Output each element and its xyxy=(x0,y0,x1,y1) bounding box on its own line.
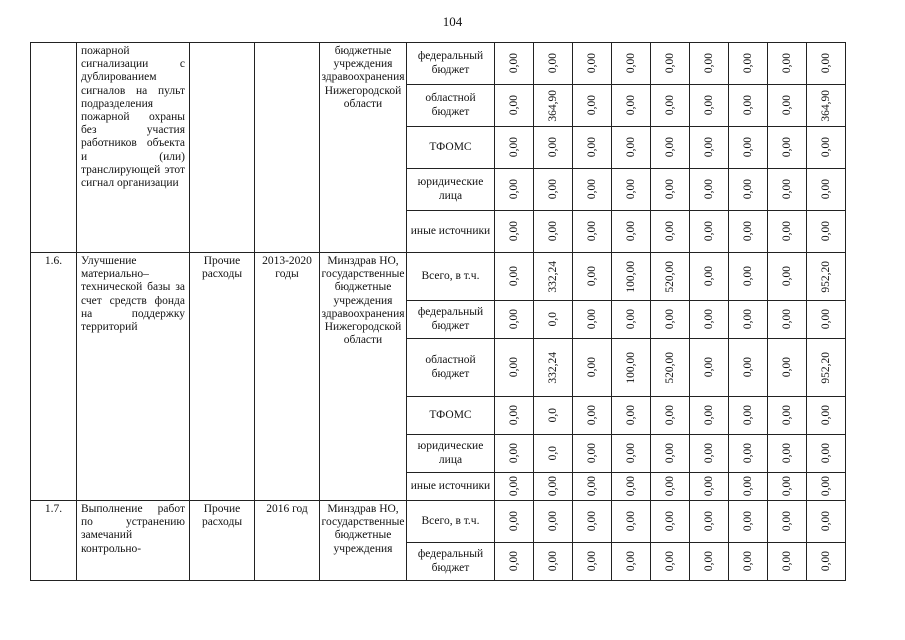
amount-cell xyxy=(573,211,612,253)
amount-cell xyxy=(690,85,729,127)
amount-cell xyxy=(768,43,807,85)
amount-cell xyxy=(807,127,846,169)
amount-cell xyxy=(612,127,651,169)
amount-value: 0,00 xyxy=(508,357,520,378)
amount-value: 0,00 xyxy=(508,443,520,464)
amount-value: 0,00 xyxy=(586,357,598,378)
amount-cell xyxy=(573,301,612,339)
funding-source: иные источники xyxy=(407,473,495,501)
amount-cell xyxy=(612,301,651,339)
amount-cell xyxy=(690,435,729,473)
amount-value: 0,00 xyxy=(820,309,832,330)
amount-value: 0,00 xyxy=(586,137,598,158)
amount-cell xyxy=(651,543,690,581)
amount-value: 0,00 xyxy=(586,443,598,464)
amount-value: 0,00 xyxy=(586,179,598,200)
amount-cell xyxy=(729,169,768,211)
amount-cell xyxy=(729,435,768,473)
amount-value: 0,00 xyxy=(625,95,637,116)
amount-value: 0,00 xyxy=(625,221,637,242)
amount-value: 0,00 xyxy=(703,551,715,572)
amount-cell xyxy=(729,127,768,169)
amount-value: 0,00 xyxy=(625,551,637,572)
amount-value: 0,00 xyxy=(508,179,520,200)
amount-cell xyxy=(534,169,573,211)
amount-cell xyxy=(690,211,729,253)
amount-cell xyxy=(729,397,768,435)
page-number: 104 xyxy=(442,14,463,29)
amount-cell xyxy=(534,301,573,339)
amount-cell xyxy=(573,435,612,473)
amount-cell xyxy=(651,339,690,397)
amount-value: 0,00 xyxy=(625,309,637,330)
amount-cell xyxy=(495,211,534,253)
amount-value: 0,00 xyxy=(586,266,598,287)
amount-value: 0,00 xyxy=(742,53,754,74)
amount-cell xyxy=(807,397,846,435)
amount-cell xyxy=(690,169,729,211)
amount-value: 0,00 xyxy=(547,551,559,572)
amount-value: 0,00 xyxy=(664,405,676,426)
amount-value: 0,00 xyxy=(664,53,676,74)
amount-value: 0,00 xyxy=(742,137,754,158)
amount-cell xyxy=(495,501,534,543)
table-row xyxy=(31,253,846,301)
amount-cell xyxy=(612,169,651,211)
amount-value: 0,00 xyxy=(781,511,793,532)
amount-value: 0,00 xyxy=(781,179,793,200)
amount-value: 0,00 xyxy=(664,221,676,242)
amount-cell xyxy=(573,473,612,501)
funding-source: федеральный бюджет xyxy=(407,43,495,85)
amount-value: 952,20 xyxy=(820,351,832,384)
amount-value: 0,00 xyxy=(508,53,520,74)
amount-value: 0,00 xyxy=(664,511,676,532)
amount-value: 0,00 xyxy=(508,511,520,532)
amount-cell xyxy=(729,211,768,253)
amount-value: 0,00 xyxy=(781,443,793,464)
amount-cell xyxy=(651,127,690,169)
amount-value: 100,00 xyxy=(625,260,637,293)
amount-cell xyxy=(768,85,807,127)
expense-type xyxy=(190,43,255,253)
amount-value: 0,00 xyxy=(586,476,598,497)
amount-cell xyxy=(612,253,651,301)
amount-cell xyxy=(690,397,729,435)
amount-value: 0,00 xyxy=(508,266,520,287)
amount-cell xyxy=(495,127,534,169)
funding-source: ТФОМС xyxy=(407,397,495,435)
amount-cell xyxy=(612,397,651,435)
amount-value: 364,90 xyxy=(820,89,832,122)
amount-cell xyxy=(651,435,690,473)
amount-value: 0,00 xyxy=(703,137,715,158)
amount-cell xyxy=(807,169,846,211)
amount-cell xyxy=(651,253,690,301)
amount-cell xyxy=(768,397,807,435)
amount-cell xyxy=(768,543,807,581)
amount-cell xyxy=(612,43,651,85)
amount-value: 0,00 xyxy=(586,405,598,426)
amount-value: 0,00 xyxy=(625,137,637,158)
amount-value: 0,00 xyxy=(586,511,598,532)
amount-cell xyxy=(612,435,651,473)
amount-cell xyxy=(573,169,612,211)
amount-value: 0,00 xyxy=(703,221,715,242)
amount-value: 0,00 xyxy=(625,511,637,532)
amount-cell xyxy=(534,473,573,501)
amount-value: 0,00 xyxy=(742,179,754,200)
amount-value: 0,00 xyxy=(586,53,598,74)
amount-value: 0,00 xyxy=(742,266,754,287)
amount-value: 520,00 xyxy=(664,260,676,293)
amount-cell xyxy=(729,301,768,339)
item-name: Выполнение работ по устранению замечаний контрольно- xyxy=(77,501,190,581)
amount-value: 0,00 xyxy=(625,476,637,497)
amount-value: 332,24 xyxy=(547,351,559,384)
amount-cell xyxy=(729,43,768,85)
amount-value: 0,00 xyxy=(586,95,598,116)
amount-cell xyxy=(768,501,807,543)
amount-value: 0,00 xyxy=(781,357,793,378)
amount-cell xyxy=(534,43,573,85)
amount-cell xyxy=(495,543,534,581)
funding-source: областной бюджет xyxy=(407,85,495,127)
table-row xyxy=(31,501,846,543)
amount-cell xyxy=(534,397,573,435)
amount-cell xyxy=(690,501,729,543)
amount-value: 0,0 xyxy=(547,408,559,423)
amount-value: 0,00 xyxy=(742,476,754,497)
amount-cell xyxy=(768,127,807,169)
amount-cell xyxy=(495,435,534,473)
amount-value: 0,00 xyxy=(664,309,676,330)
period: 2016 год xyxy=(255,501,320,581)
amount-cell xyxy=(573,339,612,397)
funding-source: федеральный бюджет xyxy=(407,543,495,581)
amount-value: 0,00 xyxy=(820,179,832,200)
amount-value: 0,00 xyxy=(664,476,676,497)
amount-value: 520,00 xyxy=(664,351,676,384)
amount-value: 0,00 xyxy=(781,95,793,116)
amount-cell xyxy=(807,473,846,501)
amount-value: 0,00 xyxy=(820,53,832,74)
amount-cell xyxy=(729,501,768,543)
amount-value: 0,00 xyxy=(781,266,793,287)
amount-value: 0,00 xyxy=(820,221,832,242)
amount-value: 0,00 xyxy=(820,511,832,532)
amount-value: 0,00 xyxy=(508,476,520,497)
amount-cell xyxy=(690,253,729,301)
amount-cell xyxy=(573,501,612,543)
item-number xyxy=(31,43,77,253)
amount-value: 0,00 xyxy=(703,53,715,74)
amount-value: 0,00 xyxy=(586,309,598,330)
amount-value: 0,00 xyxy=(547,137,559,158)
amount-cell xyxy=(651,301,690,339)
amount-cell xyxy=(612,211,651,253)
amount-cell xyxy=(495,253,534,301)
funding-source: Всего, в т.ч. xyxy=(407,501,495,543)
amount-value: 0,00 xyxy=(781,137,793,158)
amount-value: 0,00 xyxy=(703,179,715,200)
amount-cell xyxy=(807,339,846,397)
amount-cell xyxy=(807,85,846,127)
amount-value: 0,00 xyxy=(664,551,676,572)
amount-cell xyxy=(768,169,807,211)
amount-cell xyxy=(729,473,768,501)
amount-value: 364,90 xyxy=(547,89,559,122)
amount-cell xyxy=(534,85,573,127)
amount-cell xyxy=(534,543,573,581)
amount-value: 0,00 xyxy=(703,476,715,497)
amount-value: 0,00 xyxy=(820,443,832,464)
item-number: 1.6. xyxy=(31,253,77,501)
amount-value: 0,00 xyxy=(742,309,754,330)
amount-cell xyxy=(768,473,807,501)
amount-cell xyxy=(690,43,729,85)
amount-value: 0,00 xyxy=(664,443,676,464)
amount-value: 0,00 xyxy=(820,551,832,572)
amount-value: 0,00 xyxy=(508,551,520,572)
amount-value: 0,00 xyxy=(508,95,520,116)
amount-cell xyxy=(495,43,534,85)
amount-cell xyxy=(729,339,768,397)
amount-value: 0,00 xyxy=(547,221,559,242)
amount-value: 0,00 xyxy=(664,179,676,200)
amount-value: 0,00 xyxy=(508,405,520,426)
amount-cell xyxy=(495,169,534,211)
amount-cell xyxy=(807,211,846,253)
amount-cell xyxy=(612,501,651,543)
amount-value: 0,00 xyxy=(742,357,754,378)
amount-cell xyxy=(573,127,612,169)
funding-source: иные источники xyxy=(407,211,495,253)
amount-value: 0,00 xyxy=(703,266,715,287)
amount-cell xyxy=(768,211,807,253)
expense-type: Прочие расходы xyxy=(190,253,255,501)
amount-value: 0,00 xyxy=(625,179,637,200)
item-name: Улучшение материально–технической базы за счет средств фонда на поддержку территорий xyxy=(77,253,190,501)
amount-value: 0,00 xyxy=(547,53,559,74)
amount-value: 0,00 xyxy=(508,221,520,242)
funding-source: юридические лица xyxy=(407,169,495,211)
amount-cell xyxy=(807,543,846,581)
amount-value: 0,00 xyxy=(625,405,637,426)
expense-type: Прочие расходы xyxy=(190,501,255,581)
funding-source: ТФОМС xyxy=(407,127,495,169)
amount-cell xyxy=(690,473,729,501)
amount-value: 0,00 xyxy=(625,53,637,74)
amount-cell xyxy=(495,339,534,397)
item-name: пожарной сигнализации с дублированием сигналов на пульт подразделения пожарной охраны без участия работников объекта и (или) транслирующей этот сигнал организации xyxy=(77,43,190,253)
amount-value: 0,00 xyxy=(586,551,598,572)
amount-value: 0,00 xyxy=(781,53,793,74)
amount-value: 332,24 xyxy=(547,260,559,293)
amount-value: 0,00 xyxy=(781,405,793,426)
amount-cell xyxy=(495,473,534,501)
amount-cell xyxy=(534,127,573,169)
amount-cell xyxy=(612,543,651,581)
amount-cell xyxy=(651,501,690,543)
amount-value: 0,00 xyxy=(547,511,559,532)
amount-value: 0,00 xyxy=(664,137,676,158)
amount-cell xyxy=(807,43,846,85)
amount-cell xyxy=(573,543,612,581)
amount-cell xyxy=(573,85,612,127)
amount-cell xyxy=(612,85,651,127)
amount-cell xyxy=(495,301,534,339)
amount-cell xyxy=(612,473,651,501)
amount-value: 0,00 xyxy=(586,221,598,242)
amount-cell xyxy=(729,85,768,127)
amount-value: 0,00 xyxy=(781,221,793,242)
amount-cell xyxy=(495,397,534,435)
amount-value: 0,00 xyxy=(547,179,559,200)
executor: Минздрав НО, государственные бюджетные учреждения xyxy=(320,501,407,581)
amount-cell xyxy=(807,435,846,473)
amount-value: 0,00 xyxy=(742,443,754,464)
amount-cell xyxy=(534,435,573,473)
amount-cell xyxy=(651,169,690,211)
amount-value: 0,00 xyxy=(820,476,832,497)
item-number: 1.7. xyxy=(31,501,77,581)
amount-cell xyxy=(534,211,573,253)
amount-cell xyxy=(651,473,690,501)
amount-cell xyxy=(729,253,768,301)
amount-value: 952,20 xyxy=(820,260,832,293)
amount-cell xyxy=(612,339,651,397)
amount-cell xyxy=(651,211,690,253)
amount-cell xyxy=(534,253,573,301)
amount-value: 0,00 xyxy=(703,95,715,116)
table-row xyxy=(31,43,846,85)
period: 2013-2020 годы xyxy=(255,253,320,501)
amount-cell xyxy=(690,127,729,169)
executor: бюджетные учреждения здравоохранения Нижегородской области xyxy=(320,43,407,253)
amount-cell xyxy=(651,43,690,85)
amount-value: 0,00 xyxy=(742,221,754,242)
amount-cell xyxy=(807,501,846,543)
amount-cell xyxy=(534,501,573,543)
amount-value: 0,0 xyxy=(547,312,559,327)
amount-cell xyxy=(768,435,807,473)
amount-value: 0,0 xyxy=(547,446,559,461)
amount-value: 0,00 xyxy=(625,443,637,464)
amount-value: 0,00 xyxy=(703,309,715,330)
period xyxy=(255,43,320,253)
amount-cell xyxy=(573,253,612,301)
amount-cell xyxy=(807,253,846,301)
amount-value: 0,00 xyxy=(703,443,715,464)
amount-value: 0,00 xyxy=(742,405,754,426)
amount-cell xyxy=(534,339,573,397)
executor: Минздрав НО, государственные бюджетные учреждения здравоохранения Нижегородской области xyxy=(320,253,407,501)
funding-source: областной бюджет xyxy=(407,339,495,397)
amount-cell xyxy=(729,543,768,581)
amount-cell xyxy=(690,339,729,397)
amount-value: 0,00 xyxy=(742,511,754,532)
amount-cell xyxy=(495,85,534,127)
amount-value: 0,00 xyxy=(703,357,715,378)
funding-source: федеральный бюджет xyxy=(407,301,495,339)
funding-source: Всего, в т.ч. xyxy=(407,253,495,301)
amount-cell xyxy=(768,253,807,301)
amount-cell xyxy=(651,85,690,127)
amount-value: 0,00 xyxy=(508,137,520,158)
amount-cell xyxy=(768,301,807,339)
amount-value: 100,00 xyxy=(625,351,637,384)
amount-value: 0,00 xyxy=(664,95,676,116)
amount-value: 0,00 xyxy=(781,551,793,572)
amount-cell xyxy=(573,43,612,85)
amount-cell xyxy=(690,543,729,581)
amount-value: 0,00 xyxy=(820,405,832,426)
budget-table xyxy=(30,42,846,581)
amount-value: 0,00 xyxy=(703,405,715,426)
amount-value: 0,00 xyxy=(742,95,754,116)
amount-cell xyxy=(651,397,690,435)
amount-cell xyxy=(768,339,807,397)
amount-cell xyxy=(573,397,612,435)
amount-value: 0,00 xyxy=(781,476,793,497)
amount-value: 0,00 xyxy=(547,476,559,497)
amount-value: 0,00 xyxy=(508,309,520,330)
amount-value: 0,00 xyxy=(703,511,715,532)
amount-cell xyxy=(690,301,729,339)
amount-value: 0,00 xyxy=(820,137,832,158)
amount-cell xyxy=(807,301,846,339)
funding-source: юридические лица xyxy=(407,435,495,473)
amount-value: 0,00 xyxy=(742,551,754,572)
amount-value: 0,00 xyxy=(781,309,793,330)
